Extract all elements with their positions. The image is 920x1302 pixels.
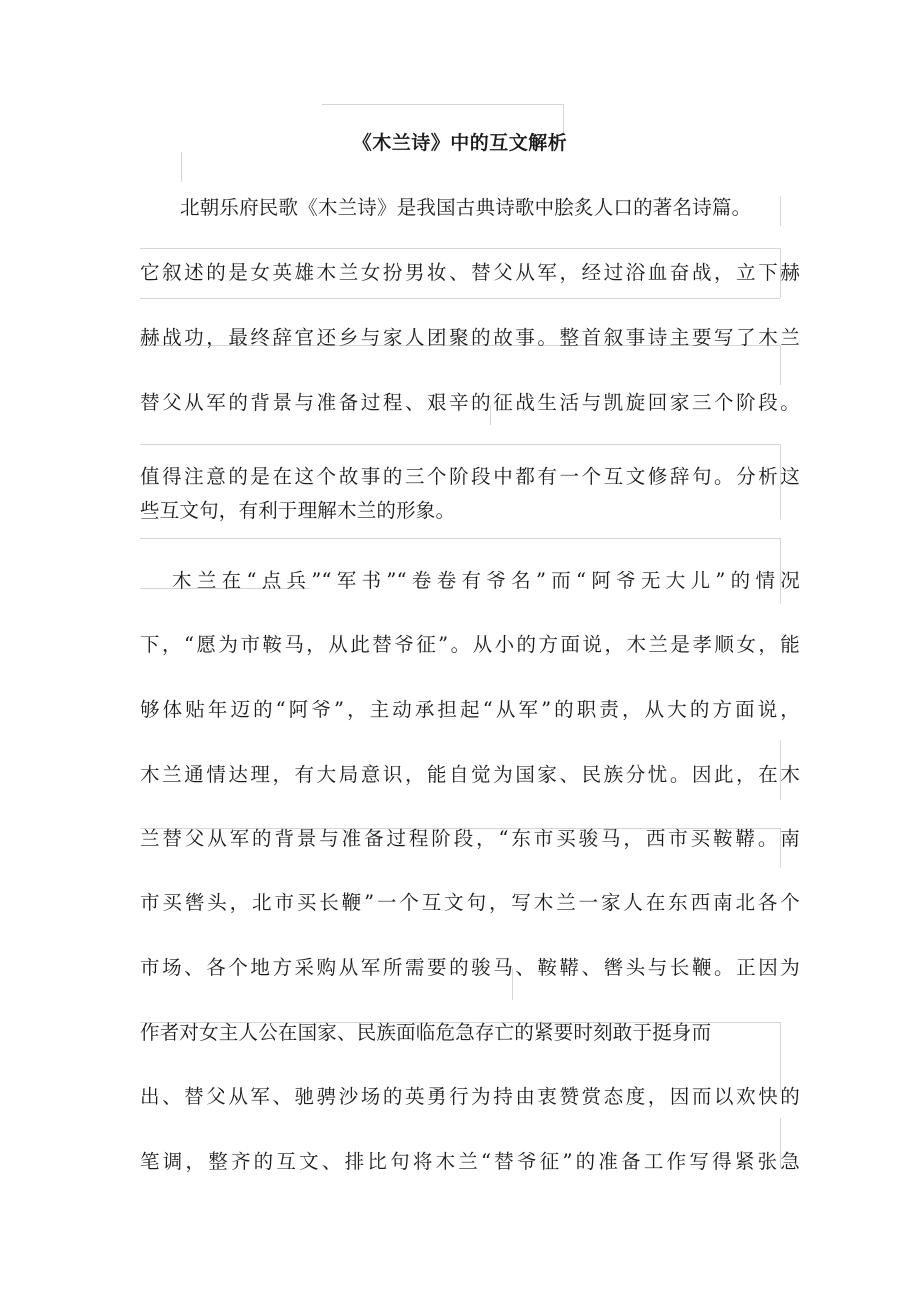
paragraph-line: 兰替父从军的背景与准备过程阶段，“东市买骏马，西市买鞍鞯。南 [140, 827, 800, 850]
paragraph-line: 下，“愿为市鞍马，从此替爷征”。从小的方面说，木兰是孝顺女，能 [140, 633, 800, 656]
artifact-rule [140, 248, 780, 249]
paragraph-line: 替父从军的背景与准备过程、艰辛的征战生活与凯旋回家三个阶段。 [140, 391, 800, 414]
artifact-rule [780, 345, 781, 385]
artifact-rule [140, 538, 780, 539]
paragraph-line: 木兰在“点兵”“军书”“卷卷有爷名”而“阿爷无大儿”的情况 [172, 569, 800, 592]
artifact-rule [181, 152, 182, 182]
document-title: 《木兰诗》中的互文解析 [352, 132, 568, 154]
paragraph-line: 笔调，整齐的互文、排比句将木兰“替爷征”的准备工作写得紧张急 [140, 1150, 800, 1173]
paragraph-line: 北朝乐府民歌《木兰诗》是我国古典诗歌中脍炙人口的著名诗篇。 [180, 196, 752, 219]
paragraph-line: 作者对女主人公在国家、民族面临危急存亡的紧要时刻敢于挺身而 [140, 1021, 712, 1044]
paragraph-line: 它叙述的是女英雄木兰女扮男妆、替父从军，经过浴血奋战，立下赫 [140, 261, 800, 284]
paragraph-line: 市买辔头，北市买长鞭”一个互文句，写木兰一家人在东西南北各个 [140, 891, 800, 914]
paragraph-line: 些互文句，有利于理解木兰的形象。 [140, 499, 456, 522]
artifact-rule [322, 104, 564, 105]
paragraph-line: 值得注意的是在这个故事的三个阶段中都有一个互文修辞句。分析这 [140, 465, 800, 488]
paragraph-line: 木兰通情达理，有大局意识，能自觉为国家、民族分忧。因此，在木 [140, 763, 800, 786]
paragraph-line: 出、替父从军、驰骋沙场的英勇行为持由衷赞赏态度，因而以欢快的 [140, 1085, 800, 1108]
paragraph-line: 赫战功，最终辞官还乡与家人团聚的故事。整首叙事诗主要写了木兰 [140, 326, 800, 349]
artifact-rule [140, 298, 780, 299]
paragraph-line: 市场、各个地方采购从军所需要的骏马、鞍鞯、辔头与长鞭。正因为 [140, 956, 800, 979]
artifact-rule [140, 444, 780, 445]
paragraph-line: 够体贴年迈的“阿爷”，主动承担起“从军”的职责，从大的方面说， [140, 698, 800, 721]
